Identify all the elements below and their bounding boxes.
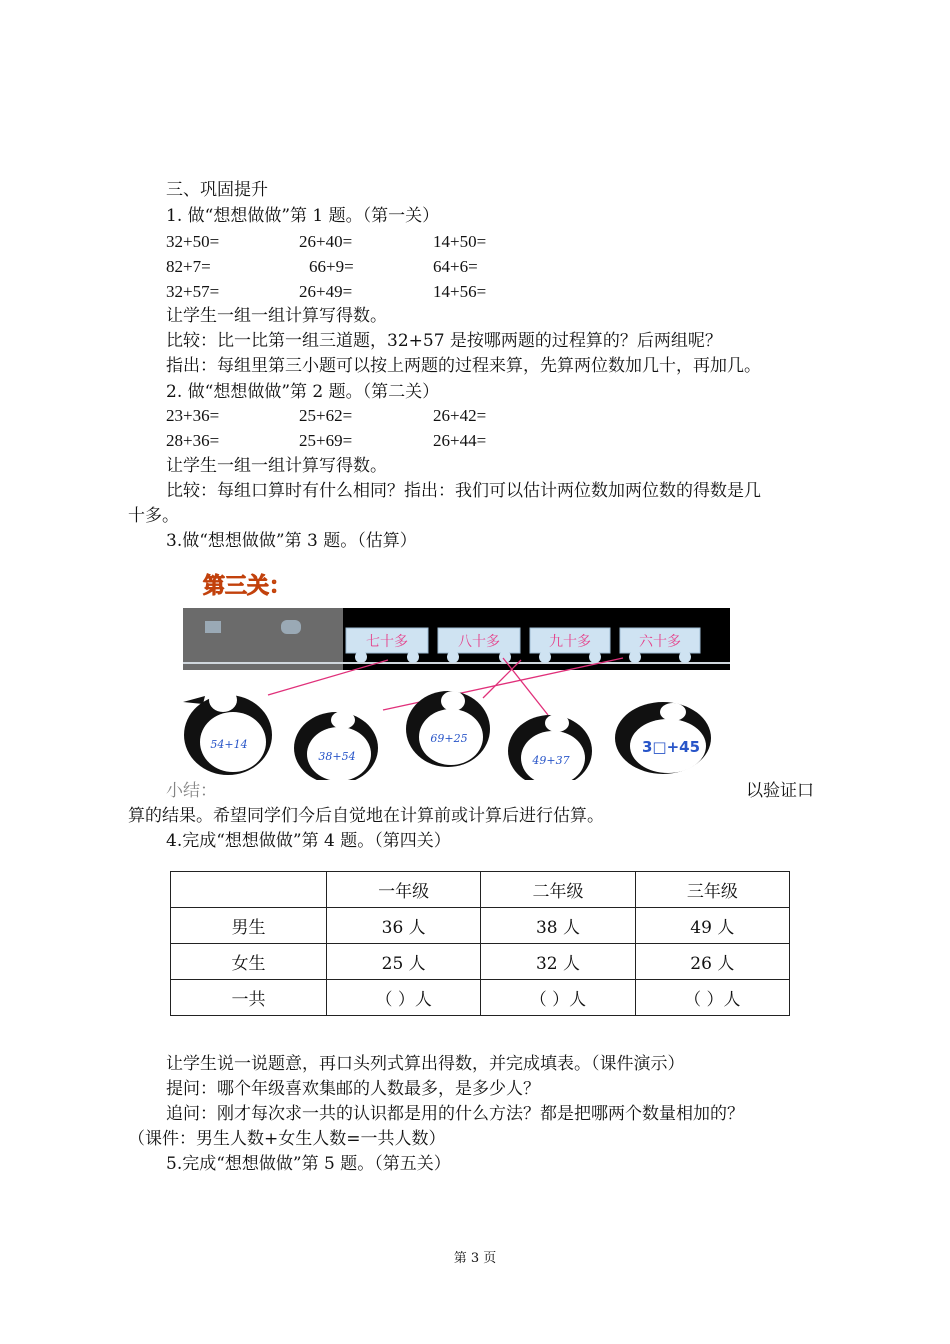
q1-expr: 66+9= — [309, 257, 354, 276]
q3-summary: 算的结果。希望同学们今后自觉地在计算前或计算后进行估算。 — [128, 806, 604, 826]
section-title: 三、巩固提升 — [166, 180, 268, 200]
table-cell: （ ）人 — [327, 980, 481, 1016]
q1-expr: 26+49= — [299, 282, 353, 301]
table-cell: 32 人 — [481, 944, 635, 980]
q2-expr: 25+69= — [299, 431, 353, 450]
table-header — [171, 872, 327, 908]
estimation-figure — [183, 565, 783, 780]
penguin-label: 54+14 — [210, 738, 248, 751]
q1-expr: 82+7= — [166, 257, 211, 276]
q2-expr: 25+62= — [299, 406, 353, 425]
penguin-label: 38+54 — [318, 750, 356, 763]
table-header-row — [171, 872, 790, 908]
q2-expr: 23+36= — [166, 406, 220, 425]
table-cell: 26 人 — [635, 944, 789, 980]
q1-expr: 14+56= — [433, 282, 487, 301]
q2-compare: 比较：每组口算时有什么相同？指出：我们可以估计两位数加两位数的得数是几 — [166, 481, 761, 501]
penguin-label: 69+25 — [430, 732, 468, 745]
penguin — [183, 688, 272, 775]
penguin — [406, 691, 490, 767]
q3-summary-partial-left: 小结： — [166, 781, 217, 801]
level-title: 第三关： — [203, 574, 292, 599]
penguin — [615, 702, 711, 774]
q1-instruction: 让学生一组一组计算写得数。 — [166, 306, 387, 326]
table-row — [171, 908, 790, 944]
penguin-label: 49+37 — [532, 754, 570, 767]
penguin — [508, 714, 592, 780]
table-header: 一年级 — [327, 872, 481, 908]
q2-instruction: 让学生一组一组计算写得数。 — [166, 456, 387, 476]
table-cell: 一共 — [171, 980, 327, 1016]
table-header: 二年级 — [481, 872, 635, 908]
car-label: 九十多 — [549, 634, 591, 650]
q1-expr: 32+50= — [166, 232, 220, 251]
q4-followup: 追问：刚才每次求一共的认识都是用的什么方法？都是把哪两个数量相加的？ — [166, 1104, 744, 1124]
table-cell: （ ）人 — [635, 980, 789, 1016]
q2-expr: 26+42= — [433, 406, 487, 425]
page-number: 第 3 页 — [453, 1251, 497, 1266]
penguin — [294, 711, 378, 780]
penguin-label: 3□+45 — [641, 738, 701, 756]
locomotive-area — [183, 608, 343, 670]
q1-compare: 比较：比一比第一组三道题，32+57 是按哪两题的过程算的？后两组呢？ — [166, 331, 722, 351]
table-cell: 25 人 — [327, 944, 481, 980]
q4-courseware: （课件：男生人数+女生人数=一共人数） — [128, 1129, 446, 1149]
q3-heading: 3.做“想想做做”第 3 题。（估算） — [166, 531, 417, 551]
q4-question: 提问：哪个年级喜欢集邮的人数最多，是多少人？ — [166, 1079, 540, 1099]
table-cell: （ ）人 — [481, 980, 635, 1016]
table-row — [171, 944, 790, 980]
table-cell: 49 人 — [635, 908, 789, 944]
grade-table — [170, 871, 790, 1016]
q2-expr: 26+44= — [433, 431, 487, 450]
table-cell: 38 人 — [481, 908, 635, 944]
car-label: 六十多 — [639, 634, 681, 650]
q5-heading: 5.完成“想想做做”第 5 题。（第五关） — [166, 1154, 451, 1174]
q2-expr: 28+36= — [166, 431, 220, 450]
q1-expr: 64+6= — [433, 257, 478, 276]
table-cell: 36 人 — [327, 908, 481, 944]
q3-summary-partial-right: 以验证口 — [746, 781, 814, 801]
q1-expr: 32+57= — [166, 282, 220, 301]
q1-heading: 1. 做“想想做做”第 1 题。（第一关） — [166, 206, 440, 226]
q2-compare-cont: 十多。 — [128, 506, 179, 526]
table-cell: 女生 — [171, 944, 327, 980]
q4-heading: 4.完成“想想做做”第 4 题。（第四关） — [166, 831, 451, 851]
table-header: 三年级 — [635, 872, 789, 908]
q1-point: 指出：每组里第三小题可以按上两题的过程来算，先算两位数加几十，再加几。 — [166, 356, 761, 376]
table-row — [171, 980, 790, 1016]
car-label: 七十多 — [366, 634, 408, 650]
q1-expr: 26+40= — [299, 232, 353, 251]
q2-heading: 2. 做“想想做做”第 2 题。（第二关） — [166, 382, 440, 402]
q4-instruction: 让学生说一说题意，再口头列式算出得数，并完成填表。（课件演示） — [166, 1054, 685, 1074]
q1-expr: 14+50= — [433, 232, 487, 251]
car-label: 八十多 — [458, 634, 500, 650]
table-cell: 男生 — [171, 908, 327, 944]
